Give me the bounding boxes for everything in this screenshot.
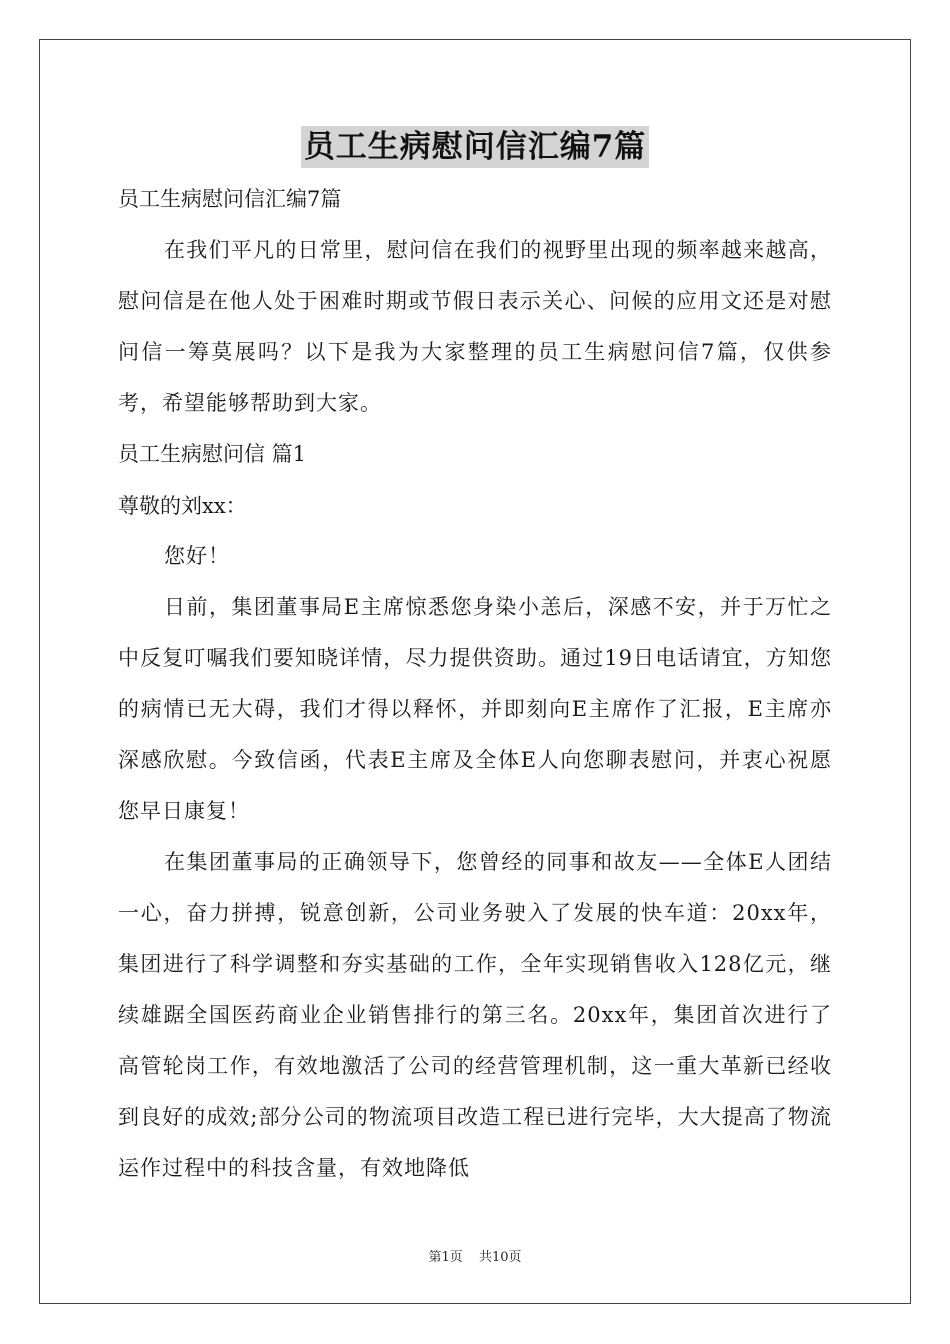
body-paragraph-2: 在集团董事局的正确领导下，您曾经的同事和故友——全体E人团结一心，奋力拼搏，锐意创新，公司业务驶入了发展的快车道：20xx年，集团进行了科学调整和夯实基础的工作，全年实现销售收入128亿元，继续雄踞全国医药商业企业销售排行的第三名。20xx年，集团首次进行了高管轮岗工作，有效地激活了公司的经营管理机制，这一重大革新已经收到良好的成效;部分公司的物流项目改造工程已进行完毕，大大提高了物流运作过程中的科技含量，有效地降低 (118, 850, 832, 1180)
page-total: 共10页 (478, 1250, 522, 1265)
salutation: 尊敬的刘xx： (118, 494, 247, 518)
page-footer (0, 1246, 950, 1265)
document-title: 员工生病慰问信汇编7篇 (301, 126, 650, 168)
intro-paragraph: 在我们平凡的日常里，慰问信在我们的视野里出现的频率越来越高，慰问信是在他人处于困难时期或节假日表示关心、问候的应用文还是对慰问信一筹莫展吗？以下是我为大家整理的员工生病慰问信7篇，仅供参考，希望能够帮助到大家。 (118, 238, 832, 415)
document-body (118, 178, 832, 1194)
section-heading: 员工生病慰问信 篇1 (118, 442, 307, 466)
body-paragraph-1: 日前，集团董事局E主席惊悉您身染小恙后，深感不安，并于万忙之中反复叮嘱我们要知晓详情，尽力提供资助。通过19日电话请宜，方知您的病情已无大碍，我们才得以释怀，并即刻向E主席作了汇报，E主席亦深感欣慰。今致信函，代表E主席及全体E人向您聊表慰问，并衷心祝愿您早日康复！ (118, 595, 832, 823)
title-container (0, 126, 950, 168)
page-number: 第1页 (428, 1250, 463, 1265)
subtitle-line: 员工生病慰问信汇编7篇 (118, 187, 342, 211)
greeting: 您好！ (164, 544, 230, 568)
